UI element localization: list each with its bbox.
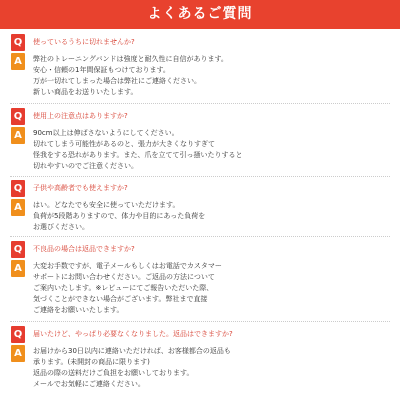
question-badge: Q [11,108,25,125]
answer-line: 返品の際の送料だけご負担をお願いしております。 [33,369,194,377]
question-badge: Q [11,34,25,51]
answer-line: はい。どなたでも安全に使っていただけます。 [33,201,180,209]
answer-line: メールでお気軽にご連絡ください。 [33,380,145,388]
question-badge: Q [11,241,25,258]
answer-line: 万が一切れてしまった場合は弊社にご連絡ください。 [33,77,201,85]
answer-line: 新しい商品をお送りいたします。 [33,88,138,96]
answer-line: 負荷が5段階ありますので、体力や目的にあった負荷を [33,212,206,220]
faq-answer-text [33,54,389,98]
faq-divider [10,176,390,177]
answer-line: 気づくことができない場合がございます。弊社まで直接 [33,295,208,303]
faq-answer-text [33,346,389,390]
question-badge: Q [11,326,25,343]
faq-question-text: 使っているうちに切れませんか? [33,38,135,46]
answer-badge: A [11,345,25,362]
answer-line: ご連絡をお願いいたします。 [33,306,124,314]
faq-question-row [0,180,400,198]
faq-answer-text [33,261,389,316]
faq-question-row [0,326,400,344]
answer-badge: A [11,53,25,70]
faq-divider [10,103,390,104]
faq-header-title: よくあるご質問 [0,0,400,29]
faq-question-text: 使用上の注意点はありますか? [33,112,128,120]
faq-question-text: 不良品の場合は返品できますか? [33,245,135,253]
faq-question-text: 届いたけど、やっぱり必要なくなりました。返品はできますか? [33,330,233,338]
answer-line: 大変お手数ですが、電子メールもしくはお電話でカスタマー [33,262,222,270]
answer-line: 怪我をする恐れがあります。また、爪を立てて引っ掻いたりすると [33,151,243,159]
answer-line: 弊社のトレーニングバンドは強度と耐久性に自信があります。 [33,55,228,63]
faq-question-row [0,108,400,126]
answer-line: 切れてしまう可能性があるのと、張力が大きくなりすぎて [33,140,215,148]
answer-line: ご案内いたします。※レビューにてご報告いただいた際、 [33,284,214,292]
answer-badge: A [11,260,25,277]
answer-badge: A [11,199,25,216]
answer-line: 安心・信頼の1年間保証もつけております。 [33,66,170,74]
faq-divider [10,321,390,322]
faq-question-text: 子供や高齢者でも使えますか? [33,184,128,192]
faq-divider [10,236,390,237]
faq-question-row [0,34,400,52]
answer-line: お選びください。 [33,223,89,231]
faq-answer-text [33,200,389,233]
answer-badge: A [11,127,25,144]
faq-answer-text [33,128,389,172]
answer-line: 90cm以上は伸ばさないようにしてください。 [33,129,179,137]
answer-line: 承ります。(未開封の商品に限ります) [33,358,150,366]
question-badge: Q [11,180,25,197]
answer-line: サポートにお問い合わせください。ご返品の方法について [33,273,215,281]
faq-question-row [0,241,400,259]
answer-line: 切れやすいのでご注意ください。 [33,162,138,170]
answer-line: お届けから30日以内に連絡いただければ、お客様都合の返品も [33,347,231,355]
